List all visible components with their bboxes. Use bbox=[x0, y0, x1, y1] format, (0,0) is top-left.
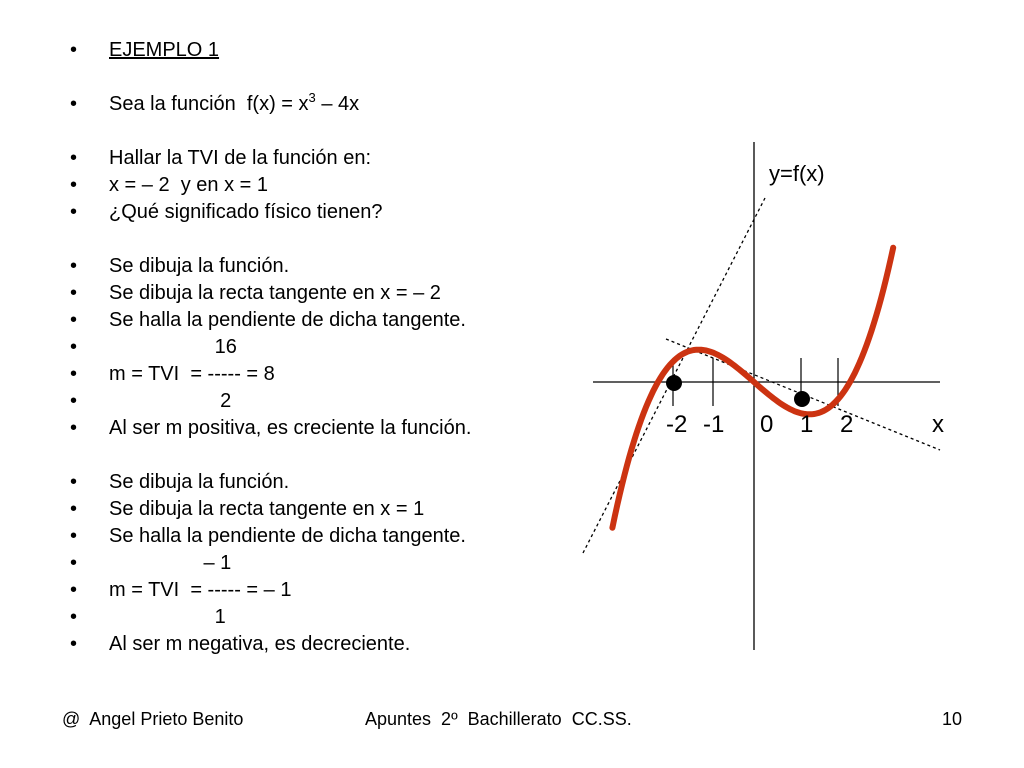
bullet-icon: • bbox=[70, 39, 78, 61]
bullet-icon: • bbox=[70, 363, 78, 385]
bullet-icon: • bbox=[70, 417, 78, 439]
list-item-text: x = – 2 y en x = 1 bbox=[109, 174, 268, 196]
bullet-icon: • bbox=[70, 606, 78, 628]
slide-title: EJEMPLO 1 bbox=[109, 39, 220, 61]
function-curve bbox=[612, 248, 893, 528]
list-item-text: Al ser m negativa, es decreciente. bbox=[109, 633, 411, 655]
footer-course: Apuntes 2º Bachillerato CC.SS. bbox=[365, 709, 632, 729]
list-item-text: Se dibuja la función. bbox=[109, 255, 290, 277]
bullet-icon: • bbox=[70, 147, 78, 169]
function-exponent: 3 bbox=[308, 90, 316, 105]
list-item-text: ¿Qué significado físico tienen? bbox=[109, 201, 383, 223]
list-item-text: Al ser m positiva, es creciente la función. bbox=[109, 417, 472, 439]
tick-label: -2 bbox=[666, 411, 688, 438]
bullet-icon: • bbox=[70, 579, 78, 601]
slope-equation: m = TVI = ----- = 8 bbox=[109, 363, 275, 385]
bullet-icon: • bbox=[70, 525, 78, 547]
list-item-text: Hallar la TVI de la función en: bbox=[109, 147, 372, 169]
bullet-icon: • bbox=[70, 498, 78, 520]
list-item-text: Se dibuja la recta tangente en x = – 2 bbox=[109, 282, 441, 304]
slope-equation: m = TVI = ----- = – 1 bbox=[109, 579, 292, 601]
bullet-icon: • bbox=[70, 309, 78, 331]
bullet-icon: • bbox=[70, 336, 78, 358]
list-item-text: Se halla la pendiente de dicha tangente. bbox=[109, 525, 466, 547]
bullet-icon: • bbox=[70, 201, 78, 223]
x-axis-label: x bbox=[932, 411, 944, 438]
tick-label: 0 bbox=[760, 411, 774, 438]
list-item-text: Se dibuja la recta tangente en x = 1 bbox=[109, 498, 425, 520]
list-item-text: Se halla la pendiente de dicha tangente. bbox=[109, 309, 466, 331]
tangent-point-x-1 bbox=[794, 391, 810, 407]
list-item-text: Se dibuja la función. bbox=[109, 471, 290, 493]
tick-label: 2 bbox=[840, 411, 854, 438]
bullet-icon: • bbox=[70, 255, 78, 277]
bullet-icon: • bbox=[70, 390, 78, 412]
bullet-icon: • bbox=[70, 282, 78, 304]
function-suffix: – 4x bbox=[315, 93, 360, 115]
page-number: 10 bbox=[942, 709, 963, 729]
function-prefix: Sea la función f(x) = x bbox=[109, 93, 309, 115]
bullet-icon: • bbox=[70, 633, 78, 655]
footer-author: @ Angel Prieto Benito bbox=[62, 709, 244, 729]
bullet-icon: • bbox=[70, 552, 78, 574]
bullet-icon: • bbox=[70, 471, 78, 493]
fraction-numerator: 16 bbox=[109, 336, 237, 358]
bullet-icon: • bbox=[70, 174, 78, 196]
tick-label: 1 bbox=[800, 411, 814, 438]
fraction-denominator: 2 bbox=[109, 390, 232, 412]
fraction-numerator: – 1 bbox=[109, 552, 232, 574]
tick-label: -1 bbox=[703, 411, 725, 438]
y-axis-label: y=f(x) bbox=[769, 161, 825, 186]
tangent-point-x-neg2 bbox=[666, 375, 682, 391]
bullet-icon: • bbox=[70, 93, 78, 115]
fraction-denominator: 1 bbox=[109, 606, 226, 628]
